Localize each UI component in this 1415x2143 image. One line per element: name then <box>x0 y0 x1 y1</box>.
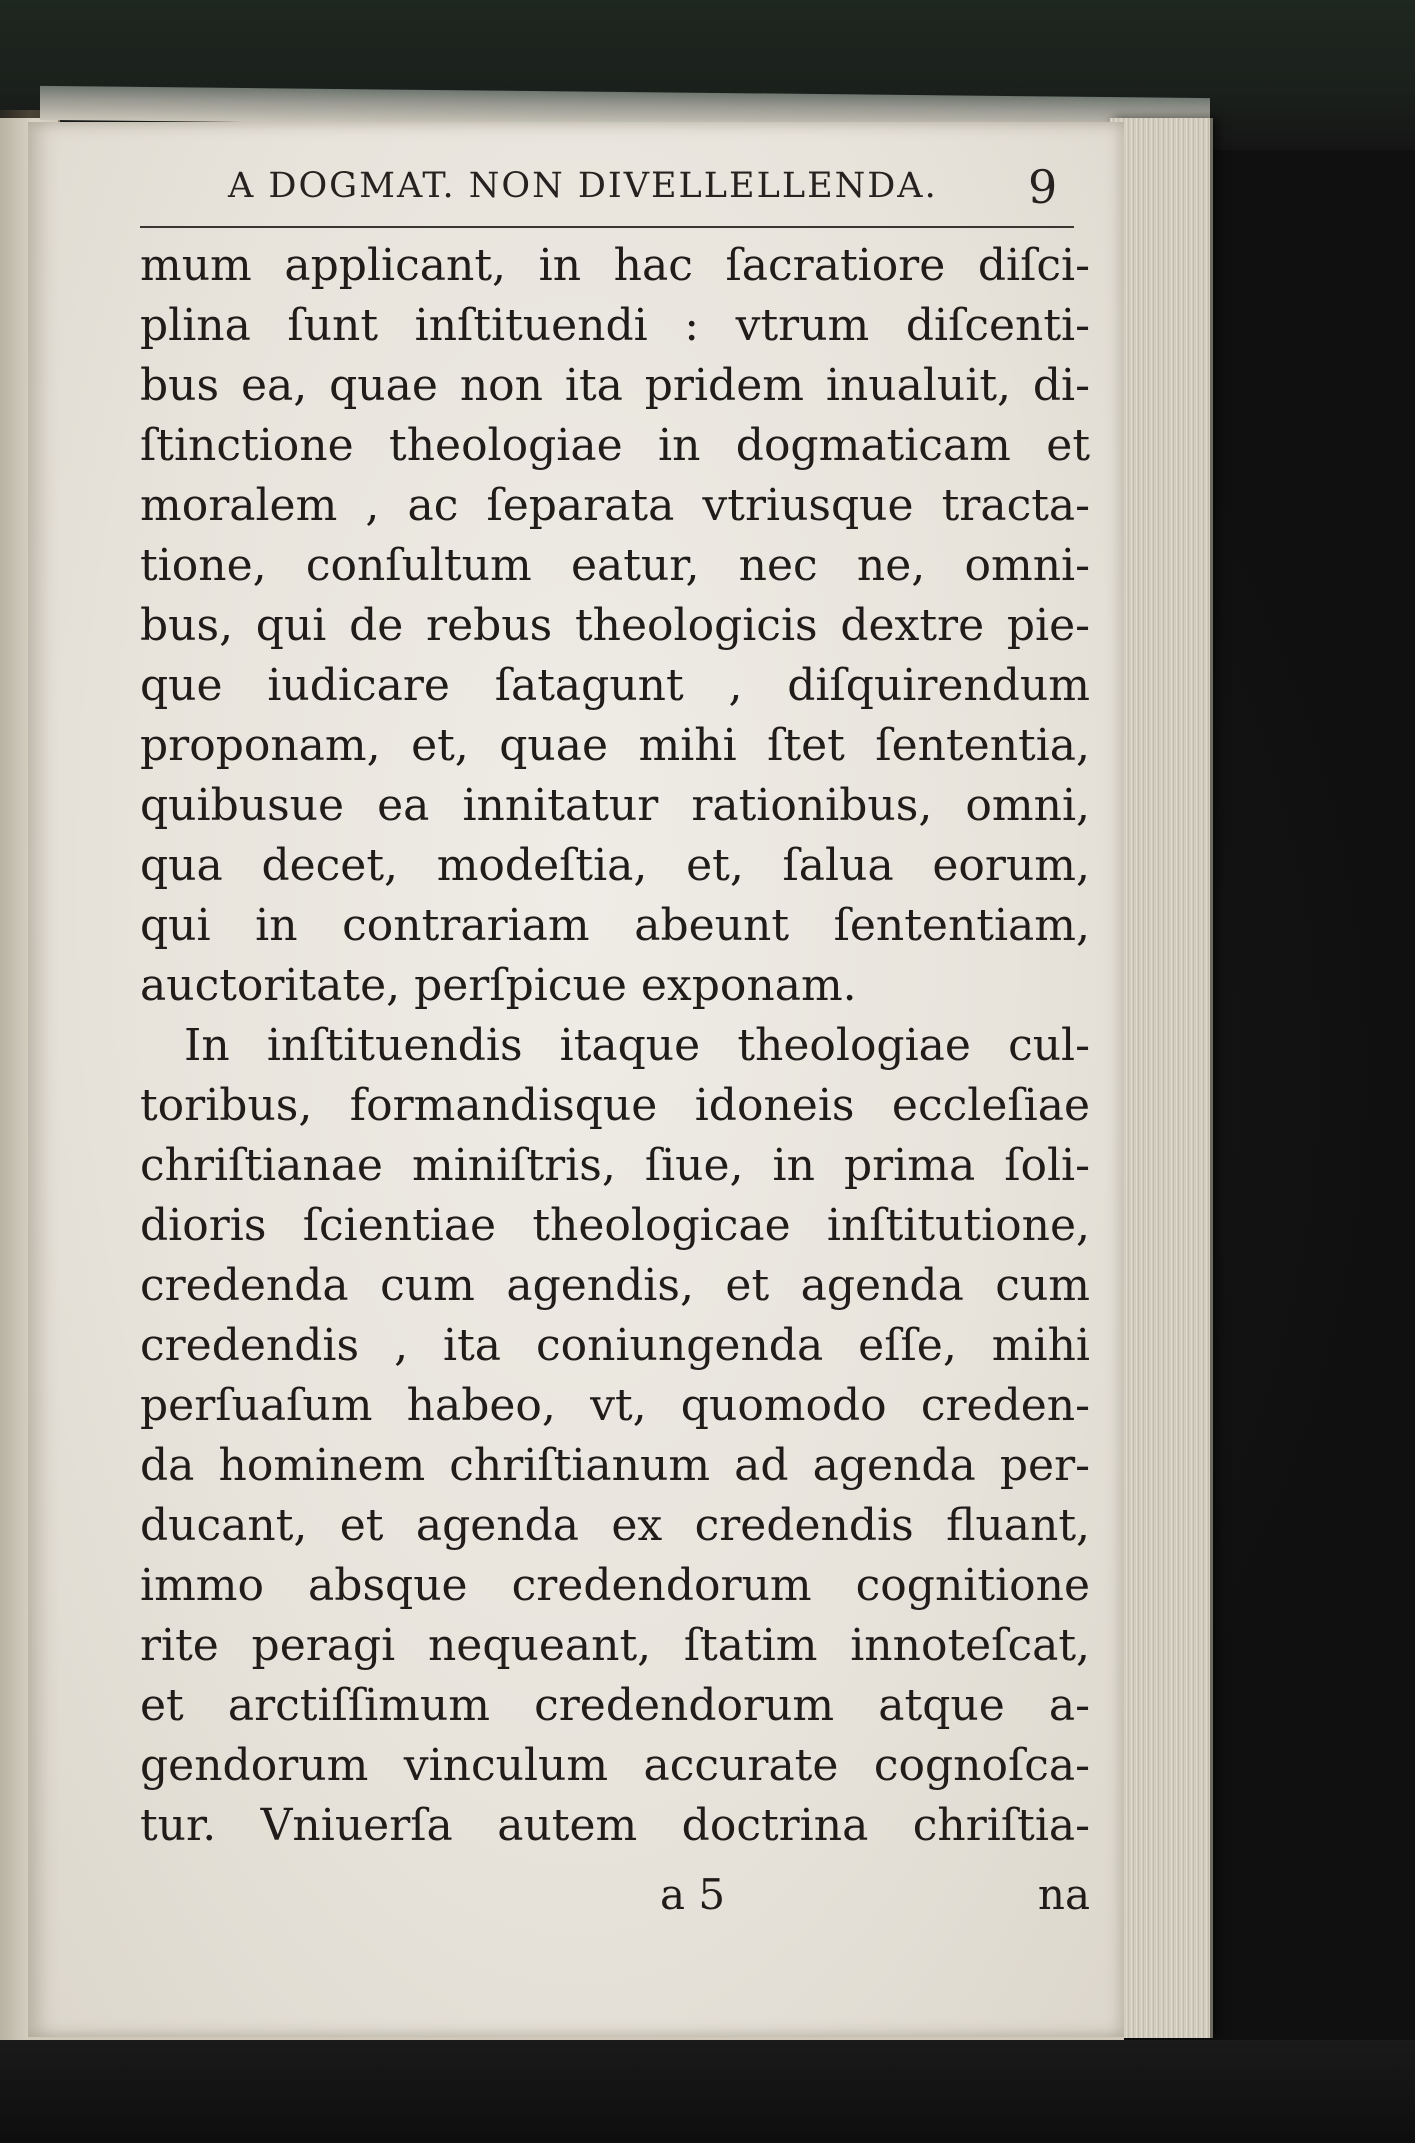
text-line: bus ea, quae non ita pridem inualuit, di- <box>140 360 1090 411</box>
text-line: moralem , ac ſeparata vtriusque tracta- <box>140 480 1090 531</box>
text-line: tur. Vniuerſa autem doctrina chriſtia- <box>140 1800 1090 1851</box>
text-line: credendis , ita coniungenda eſſe, mihi <box>140 1320 1090 1371</box>
text-line: dioris ſcientiae theologicae inſtitutione, <box>140 1200 1090 1251</box>
page-number: 9 <box>1028 160 1058 214</box>
text-line: et arctiſſimum credendorum atque a- <box>140 1680 1090 1731</box>
running-head: A DOGMAT. NON DIVELLELLENDA. <box>228 166 938 206</box>
text-line: qui in contrariam abeunt ſententiam, <box>140 900 1090 951</box>
text-line: auctoritate, perſpicue exponam. <box>140 960 857 1011</box>
text-line: qua decet, modeſtia, et, ſalua eorum, <box>140 840 1090 891</box>
text-line: rite peragi nequeant, ſtatim innoteſcat, <box>140 1620 1090 1671</box>
text-line: proponam, et, quae mihi ſtet ſententia, <box>140 720 1090 771</box>
text-line: toribus, formandisque idoneis eccleſiae <box>140 1080 1090 1131</box>
text-line: ducant, et agenda ex credendis fluant, <box>140 1500 1090 1551</box>
page-footer <box>140 1870 1090 1930</box>
catchword: na <box>1037 1870 1090 1919</box>
text-line: tione, conſultum eatur, nec ne, omni- <box>140 540 1090 591</box>
text-line: bus, qui de rebus theologicis dextre pie- <box>140 600 1090 651</box>
text-line: chriſtianae miniſtris, ſiue, in prima ſoli- <box>140 1140 1090 1191</box>
background-table <box>0 2040 1415 2143</box>
text-line: mum applicant, in hac ſacratiore diſci- <box>140 240 1090 291</box>
page-stack-edge <box>1110 118 1213 2038</box>
paragraph-first-line: In inſtituendis itaque theologiae cul- <box>184 1020 1090 1071</box>
text-line: ſtinctione theologiae in dogmaticam et <box>140 420 1090 471</box>
book-page <box>28 122 1124 2041</box>
text-line: da hominem chriſtianum ad agenda per- <box>140 1440 1090 1491</box>
page-header <box>198 162 1098 222</box>
header-rule <box>140 226 1074 228</box>
body-text <box>140 236 1090 1856</box>
text-line: credenda cum agendis, et agenda cum <box>140 1260 1090 1311</box>
text-line: que iudicare ſatagunt , diſquirendum <box>140 660 1090 711</box>
text-line: plina ſunt inſtituendi : vtrum diſcenti- <box>140 300 1090 351</box>
text-line: gendorum vinculum accurate cognoſca- <box>140 1740 1090 1791</box>
text-line: immo absque credendorum cognitione <box>140 1560 1090 1611</box>
text-line: quibusue ea innitatur rationibus, omni, <box>140 780 1090 831</box>
text-line: perſuaſum habeo, vt, quomodo creden- <box>140 1380 1090 1431</box>
signature-mark: a 5 <box>660 1870 726 1919</box>
